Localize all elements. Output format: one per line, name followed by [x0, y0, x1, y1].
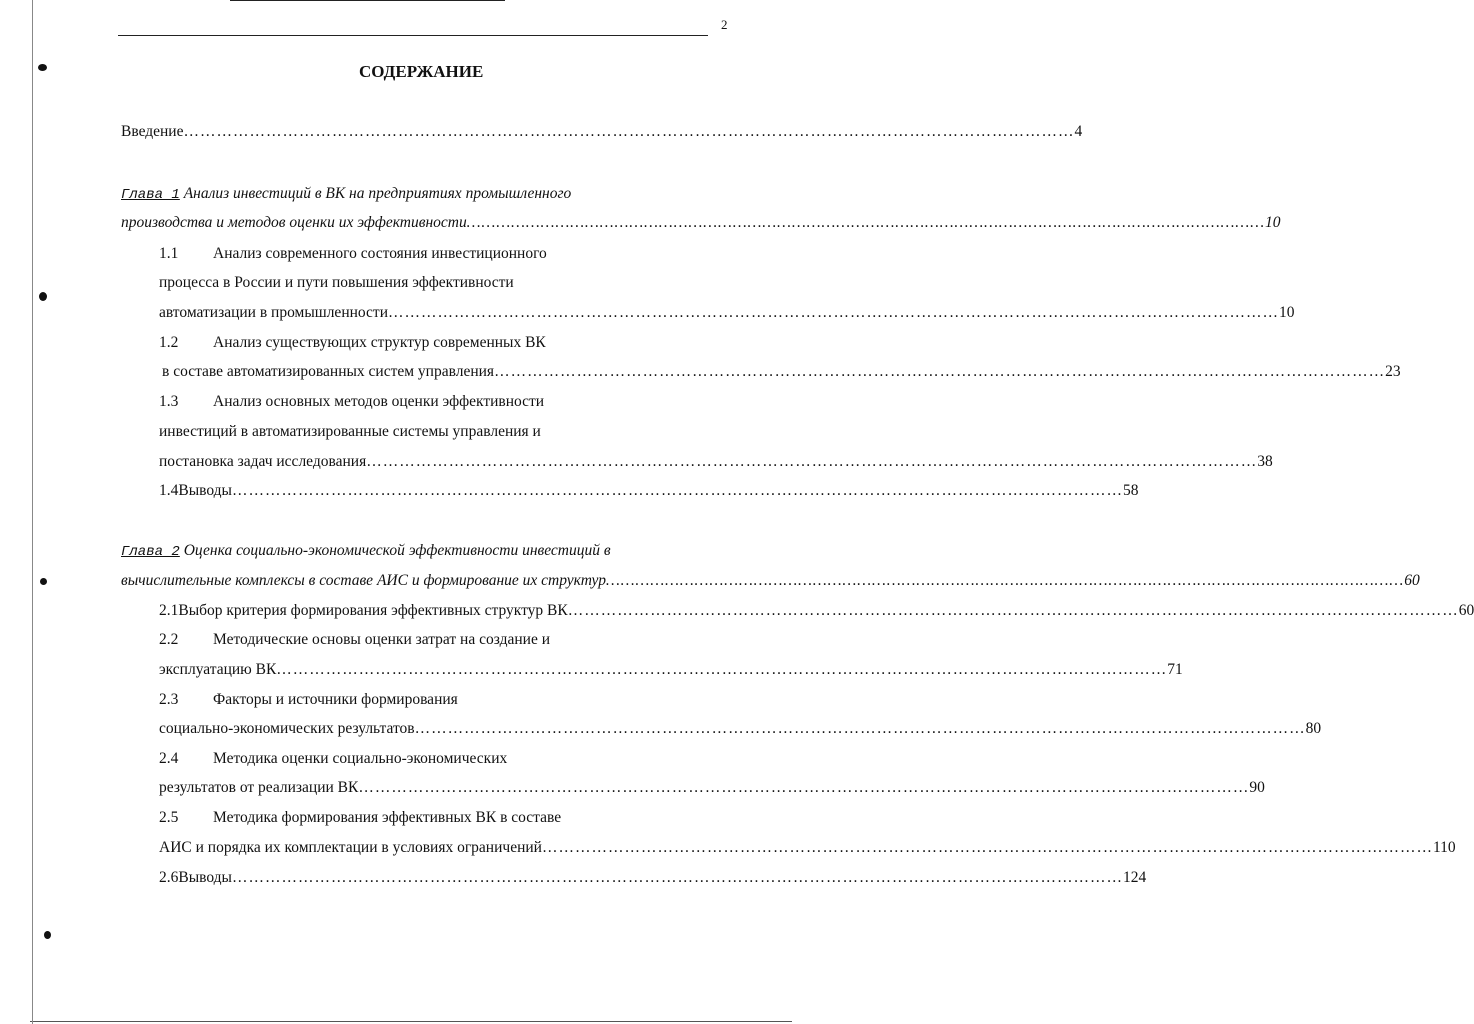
- toc-page-number: 124: [1122, 869, 1147, 886]
- punch-hole-mark: [39, 292, 47, 301]
- toc-page-number: 38: [1257, 453, 1273, 470]
- dot-leader: ………………………………………………………………………………………………………………………………………………: [183, 123, 1075, 140]
- chapter-1-heading-line2: [121, 213, 1281, 233]
- toc-section-2-2-end: [159, 660, 1183, 680]
- toc-section-2-6: [159, 868, 1147, 888]
- section-title-line: Методические основы оценки затрат на создание и: [213, 631, 550, 648]
- toc-section-1-3-end: [159, 452, 1273, 472]
- section-number: 2.6: [159, 869, 179, 886]
- toc-section-2-4-end: [159, 778, 1265, 798]
- left-scan-edge: [32, 0, 33, 1024]
- toc-section-2-5-end: [159, 838, 1456, 858]
- dot-leader: ………………………………………………………………………………………………………………………………………………: [466, 214, 1265, 231]
- dot-leader: ………………………………………………………………………………………………………………………………………………: [605, 572, 1405, 589]
- dot-leader: ………………………………………………………………………………………………………………………………………………: [414, 720, 1306, 737]
- toc-entry-label: Введение: [121, 123, 184, 140]
- page-number: 2: [721, 17, 728, 32]
- section-title-line: Выводы: [178, 482, 232, 499]
- toc-section-1-1-end: [159, 303, 1295, 323]
- page-title: СОДЕРЖАНИЕ: [359, 62, 484, 81]
- toc-page-number: 60: [1458, 602, 1474, 619]
- section-title-line: автоматизации в промышленности: [159, 304, 388, 321]
- section-title-line: постановка задач исследования: [159, 453, 367, 470]
- toc-entry-intro: [121, 122, 1083, 142]
- dot-leader: ………………………………………………………………………………………………………………………………………………: [231, 869, 1123, 886]
- section-title-line: эксплуатацию ВК: [159, 661, 277, 678]
- toc-section-2-3: [159, 690, 458, 710]
- chapter-title-line: производства и методов оценки их эффективности: [121, 214, 467, 231]
- toc-page-number: 60: [1404, 572, 1420, 589]
- section-title-line: Факторы и источники формирования: [213, 691, 458, 708]
- toc-section-2-5: [159, 808, 561, 828]
- section-title-line: процесса в России и пути повышения эффективности: [159, 274, 514, 291]
- dot-leader: ………………………………………………………………………………………………………………………………………………: [494, 363, 1386, 380]
- section-number: 2.2: [159, 631, 179, 648]
- chapter-title-line: вычислительные комплексы в составе АИС и формирование их структур: [121, 572, 606, 589]
- bottom-scan-rule: [30, 1021, 792, 1022]
- toc-page-number: 10: [1279, 304, 1295, 321]
- section-number: 1.3: [159, 393, 179, 410]
- toc-section-1-1: [159, 244, 547, 264]
- section-title-line: Анализ основных методов оценки эффективности: [213, 393, 545, 410]
- section-title-line: Методика формирования эффективных ВК в составе: [213, 809, 562, 826]
- section-title-line: в составе автоматизированных систем управления: [162, 363, 495, 380]
- section-title-line: Методика оценки социально-экономических: [213, 750, 508, 767]
- section-title-line: Анализ существующих структур современных ВК: [213, 334, 546, 351]
- toc-page-number: 58: [1122, 482, 1139, 499]
- section-title-line: Выводы: [178, 869, 232, 886]
- toc-section-1-4: [159, 481, 1139, 501]
- toc-page-number: 71: [1167, 661, 1183, 678]
- section-number: 2.1: [159, 602, 179, 619]
- section-number: 1.2: [159, 334, 179, 351]
- dot-leader: ………………………………………………………………………………………………………………………………………………: [358, 779, 1250, 796]
- section-title-line: АИС и порядка их комплектации в условиях ограничений: [159, 839, 542, 856]
- dot-leader: ………………………………………………………………………………………………………………………………………………: [541, 839, 1433, 856]
- section-number: 1.4: [159, 482, 179, 499]
- dot-leader: ………………………………………………………………………………………………………………………………………………: [231, 482, 1123, 499]
- section-title-line: Выбор критерия формирования эффективных структур ВК: [178, 602, 568, 619]
- chapter-title-line: Анализ инвестиций в ВК на предприятиях промышленного: [183, 185, 572, 202]
- dot-leader: ………………………………………………………………………………………………………………………………………………: [276, 661, 1168, 678]
- dot-leader: ………………………………………………………………………………………………………………………………………………: [366, 453, 1258, 470]
- punch-hole-mark: [44, 931, 51, 939]
- toc-page-number: 23: [1385, 363, 1401, 380]
- dot-leader: ………………………………………………………………………………………………………………………………………………: [567, 602, 1459, 619]
- toc-page-number: 4: [1074, 123, 1083, 140]
- toc-section-1-2-end: [162, 362, 1401, 382]
- chapter-1-heading: [121, 184, 571, 205]
- top-scan-rule: [230, 0, 505, 1]
- toc-page-number: 110: [1432, 839, 1456, 856]
- toc-page-number: 80: [1305, 720, 1322, 737]
- section-number: 2.4: [159, 750, 179, 767]
- dot-leader: ………………………………………………………………………………………………………………………………………………: [388, 304, 1279, 321]
- toc-section-2-2: [159, 630, 550, 650]
- toc-section-2-4: [159, 749, 507, 769]
- chapter-2-heading-line2: [121, 571, 1420, 591]
- chapter-prefix: Глава 2: [121, 544, 180, 560]
- punch-hole-mark: [38, 64, 47, 71]
- toc-section-1-3: [159, 392, 544, 412]
- chapter-title-line: Оценка социально-экономической эффективности инвестиций в: [183, 542, 611, 559]
- toc-page-number: 10: [1264, 214, 1281, 231]
- toc-section-1-2: [159, 333, 546, 353]
- chapter-2-heading: [121, 541, 611, 562]
- toc-section-2-1: [159, 601, 1474, 621]
- chapter-prefix: Глава 1: [121, 187, 180, 203]
- toc-page-number: 90: [1249, 779, 1265, 796]
- section-title-line: социально-экономических результатов: [159, 720, 415, 737]
- punch-hole-mark: [40, 578, 47, 585]
- section-title-line: Анализ современного состояния инвестиционного: [213, 245, 547, 262]
- toc-section-2-3-end: [159, 719, 1322, 739]
- section-number: 1.1: [159, 245, 179, 262]
- section-title-line: результатов от реализации ВК: [159, 779, 359, 796]
- section-title-line: инвестиций в автоматизированные системы управления и: [159, 423, 541, 440]
- section-number: 2.3: [159, 691, 179, 708]
- section-number: 2.5: [159, 809, 179, 826]
- header-rule: [118, 35, 708, 36]
